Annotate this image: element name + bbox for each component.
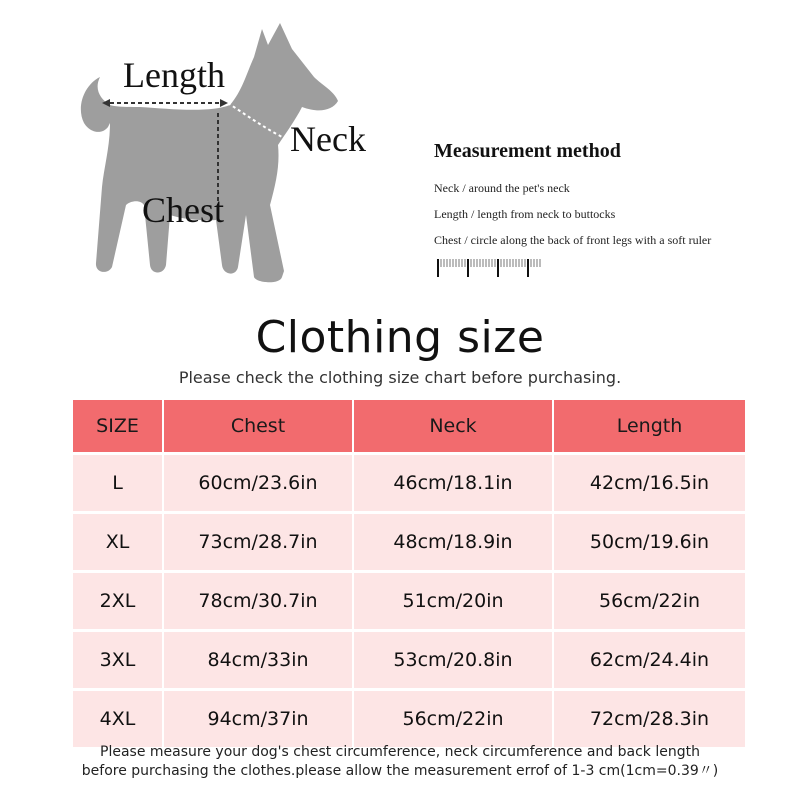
- cell-size: L: [73, 452, 164, 511]
- header-chest: Chest: [164, 400, 354, 452]
- footer-line-2: before purchasing the clothes.please allow the measurement errof of 1-3 cm(1cm=0.39〃): [81, 763, 719, 779]
- table-row: [73, 629, 745, 688]
- length-label: Length: [123, 55, 225, 95]
- method-chest-line: Chest / circle along the back of front legs with a soft ruler: [434, 233, 712, 247]
- measurement-method: [434, 140, 774, 259]
- header-size: SIZE: [73, 400, 164, 452]
- cell-length: 72cm/28.3in: [554, 688, 745, 747]
- cell-neck: 48cm/18.9in: [354, 511, 554, 570]
- footer-note: [0, 743, 800, 781]
- method-length-line: Length / length from neck to buttocks: [434, 207, 616, 221]
- ruler-icon: [436, 257, 546, 283]
- cell-size: XL: [73, 511, 164, 570]
- cell-chest: 60cm/23.6in: [164, 452, 354, 511]
- cell-length: 50cm/19.6in: [554, 511, 745, 570]
- cell-chest: 78cm/30.7in: [164, 570, 354, 629]
- cell-neck: 51cm/20in: [354, 570, 554, 629]
- neck-label: Neck: [290, 119, 366, 159]
- measurement-method-title: Measurement method: [434, 140, 621, 162]
- cell-size: 3XL: [73, 629, 164, 688]
- cell-length: 42cm/16.5in: [554, 452, 745, 511]
- method-neck-line: Neck / around the pet's neck: [434, 181, 570, 195]
- cell-chest: 73cm/28.7in: [164, 511, 354, 570]
- size-table: [73, 400, 745, 747]
- cell-neck: 56cm/22in: [354, 688, 554, 747]
- cell-length: 62cm/24.4in: [554, 629, 745, 688]
- header-length: Length: [554, 400, 745, 452]
- dog-measurement-diagram: [70, 15, 400, 290]
- cell-size: 4XL: [73, 688, 164, 747]
- table-row: [73, 688, 745, 747]
- page-subtitle: Please check the clothing size chart before purchasing.: [178, 368, 622, 387]
- cell-length: 56cm/22in: [554, 570, 745, 629]
- cell-chest: 84cm/33in: [164, 629, 354, 688]
- table-row: [73, 570, 745, 629]
- table-row: [73, 452, 745, 511]
- header-neck: Neck: [354, 400, 554, 452]
- cell-neck: 46cm/18.1in: [354, 452, 554, 511]
- cell-neck: 53cm/20.8in: [354, 629, 554, 688]
- cell-chest: 94cm/37in: [164, 688, 354, 747]
- page-title: Clothing size: [255, 312, 545, 363]
- cell-size: 2XL: [73, 570, 164, 629]
- table-row: [73, 511, 745, 570]
- chest-label: Chest: [142, 190, 225, 230]
- table-header-row: [73, 400, 745, 452]
- footer-line-1: Please measure your dog's chest circumference, neck circumference and back length: [100, 744, 700, 760]
